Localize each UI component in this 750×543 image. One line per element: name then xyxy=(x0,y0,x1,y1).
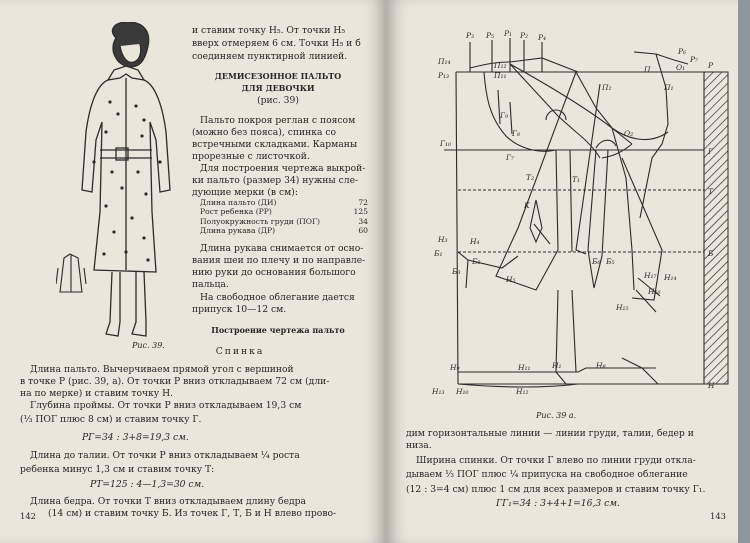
text-line: Глубина проймы. От точки Р вниз откладываем 19,3 см xyxy=(30,400,302,411)
pattern-draft-figure xyxy=(426,28,732,408)
text-line: (12 : 3=4 см) плюс 1 см для всех размеров и ставим точку Г₁. xyxy=(406,484,706,495)
point-label: Н₁₃ xyxy=(432,387,445,396)
right-page xyxy=(386,0,738,543)
text-line: соединяем пунктирной линией. xyxy=(192,51,348,62)
text-line: Длина рукава снимается от осно- xyxy=(200,243,364,254)
point-label: Н xyxy=(708,381,715,390)
point-label: Р₆ xyxy=(678,47,687,56)
text-line: дываем ⅓ ПОГ плюс ¼ припуска на свободное облегание xyxy=(406,469,688,480)
text-line: Пальто покроя реглан с поясом xyxy=(200,115,356,126)
point-label: Г₇ xyxy=(506,153,514,162)
point-label: Н₁₄ xyxy=(664,273,677,282)
point-label: Н₁₁ xyxy=(518,363,531,372)
text-line: Для построения чертежа выкрой- xyxy=(200,163,366,174)
point-label: Т₁ xyxy=(572,175,581,184)
measurement-row: Полуокружность груди (ПОГ) 34 xyxy=(200,216,368,226)
text-line: на по мерке) и ставим точку Н. xyxy=(20,388,174,399)
point-label: О₁ xyxy=(676,63,686,72)
point-label: Н₅ xyxy=(506,275,516,284)
point-label: Р xyxy=(708,61,714,70)
coat-illustration xyxy=(56,22,194,340)
text-line: пальца. xyxy=(192,279,229,290)
point-label: Б xyxy=(708,249,714,258)
measurement-row: Рост ребенка (РР) 125 xyxy=(200,207,368,217)
point-label: Н₁₂ xyxy=(516,387,529,396)
point-label: Б₆ xyxy=(592,257,601,266)
point-label: П₁₂ xyxy=(494,61,507,70)
text-line: ребенка минус 1,3 см и ставим точку Т: xyxy=(20,464,215,475)
section-title: ДЕМИСЕЗОННОЕ ПАЛЬТО xyxy=(214,71,342,81)
text-line: припуск 10—12 см. xyxy=(192,304,287,315)
text-line: На свободное облегание дается xyxy=(200,292,355,303)
text-line: (можно без пояса), спинка со xyxy=(192,127,337,138)
section-title-ref: (рис. 39) xyxy=(257,95,299,106)
text-line: Ширина спинки. От точки Г влево по линии груди откла- xyxy=(416,455,696,466)
formula: ГГ₁=34 : 3+4+1=16,3 см. xyxy=(496,498,620,509)
text-line: вверх отмеряем 6 см. Точки Н₅ и б xyxy=(192,38,361,49)
point-label: О₂ xyxy=(624,129,634,138)
point-label: Г xyxy=(708,147,713,156)
point-label: Р₇ xyxy=(690,55,699,64)
measurement-row: Длина пальто (ДИ) 72 xyxy=(200,198,368,207)
page-number: 142 xyxy=(20,511,36,521)
text-line: Длина пальто. Вычерчиваем прямой угол с вершиной xyxy=(30,364,294,375)
formula: РГ=34 : 3+8=19,3 см. xyxy=(82,432,189,443)
text-line: дим горизонтальные линии — линии груди, талии, бедер и xyxy=(406,428,694,439)
point-label: Г₁₀ xyxy=(440,139,451,148)
text-line: прорезные с листочкой. xyxy=(192,151,310,162)
figure-caption: Рис. 39 а. xyxy=(536,411,577,420)
construction-title: Построение чертежа пальто xyxy=(211,325,345,335)
point-label: П₂ xyxy=(602,83,612,92)
point-label: Б₃ xyxy=(452,267,461,276)
point-label: Б₁ xyxy=(434,249,443,258)
text-line: в точке Р (рис. 39, а). От точки Р вниз откладываем 72 см (дли- xyxy=(20,376,330,387)
point-label: Б₅ xyxy=(606,257,615,266)
point-label: Н₁₅ xyxy=(616,303,629,312)
point-label: Н₉ xyxy=(450,363,460,372)
point-label: П xyxy=(644,65,651,74)
point-label: Б₂ xyxy=(472,257,481,266)
point-label: К xyxy=(524,201,530,210)
book-edge xyxy=(738,0,750,543)
point-label: Н₄ xyxy=(470,237,480,246)
formula: РТ=125 : 4—1,3=30 см. xyxy=(90,479,205,490)
measurements-table xyxy=(200,198,368,236)
text-line: ки пальто (размер 34) нужны сле- xyxy=(192,175,359,186)
point-label: П₁₁ xyxy=(494,71,507,80)
point-label: Р₅ xyxy=(486,31,495,40)
point-label: П₁₄ xyxy=(438,57,451,66)
section-title: ДЛЯ ДЕВОЧКИ xyxy=(241,83,315,93)
point-label: Н₁₀ xyxy=(456,387,469,396)
text-line: нию руки до основания большого xyxy=(192,267,356,278)
page-number: 143 xyxy=(710,511,726,521)
text-line: и ставим точку Н₅. От точки Н₅ xyxy=(192,25,346,36)
point-label: Г₈ xyxy=(512,129,520,138)
text-line: Длина до талии. От точки Р вниз откладываем ¼ роста xyxy=(30,450,300,461)
text-line: низа. xyxy=(406,440,432,451)
point-label: Н₈ xyxy=(596,361,606,370)
fold-hatching xyxy=(704,72,728,384)
subsection-title: Спинка xyxy=(215,346,265,357)
text-line: (⅓ ПОГ плюс 8 см) и ставим точку Г. xyxy=(20,414,202,425)
point-label: Н₁₆ xyxy=(648,287,661,296)
point-label: Т xyxy=(708,187,714,196)
measurement-row: Длина рукава (ДР) 60 xyxy=(200,226,368,236)
point-label: Р₄ xyxy=(538,33,547,42)
point-label: Р₃ xyxy=(466,31,475,40)
figure-caption: Рис. 39. xyxy=(132,341,165,350)
point-label: П₁ xyxy=(664,83,674,92)
text-line: Длина бедра. От точки Т вниз откладываем длину бедра xyxy=(30,496,307,507)
point-label: Р₁ xyxy=(504,29,513,38)
text-line: (14 см) и ставим точку Б. Из точек Г, Т, Б и Н влево прово- xyxy=(48,508,337,519)
point-label: Р₁₃ xyxy=(438,71,450,80)
point-label: Р₂ xyxy=(520,31,529,40)
point-label: Н₁ xyxy=(552,361,562,370)
point-label: Н₃ xyxy=(438,235,448,244)
point-label: Т₂ xyxy=(526,173,535,182)
point-label: Н₁₇ xyxy=(644,271,657,280)
text-line: встречными складками. Карманы xyxy=(192,139,358,150)
text-line: вания шеи по плечу и по направле- xyxy=(192,255,366,266)
text-line: дующие мерки (в см): xyxy=(192,187,298,198)
point-label: Г₉ xyxy=(500,111,508,120)
